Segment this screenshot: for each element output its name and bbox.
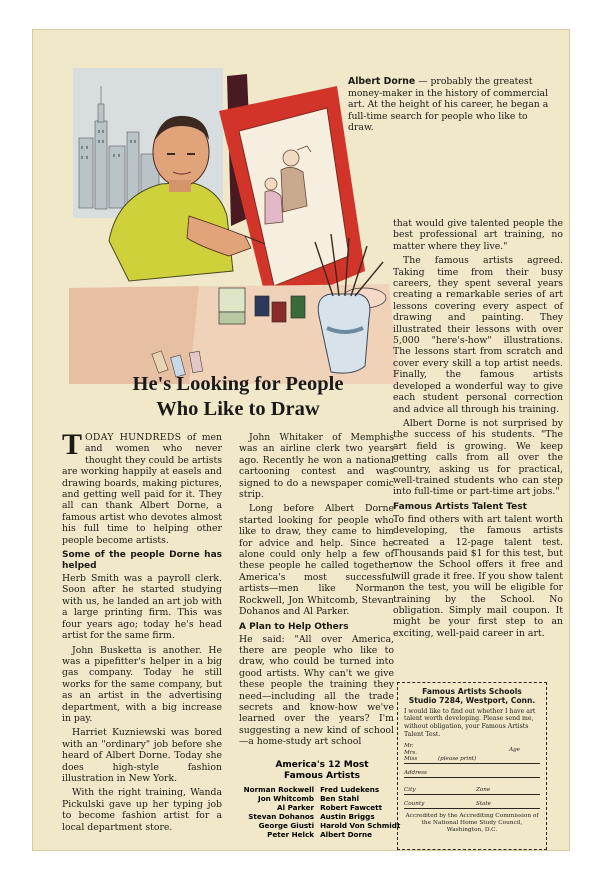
caption-text: — probably the greatest money-maker in the history of commercial art. At the height of his career, he began a full-time search for people who like to draw. bbox=[348, 76, 549, 134]
print-hint: (please print) bbox=[438, 756, 477, 763]
paragraph: Albert Dorne is not surprised by the success of his students. "The art field is growing. We keep getting calls from all over the country, asking us for practical, well-trained students who can step into full-time or part-time art jobs." bbox=[393, 417, 563, 498]
mr-label: Mr. bbox=[404, 743, 414, 750]
article-column-1 bbox=[62, 428, 222, 836]
artist-name: Austin Briggs bbox=[320, 812, 375, 821]
state-label: State bbox=[476, 801, 491, 808]
miss-label: Miss bbox=[404, 756, 418, 763]
artist-name: Peter Helck bbox=[267, 830, 315, 839]
subhead-plan: A Plan to Help Others bbox=[239, 621, 349, 632]
paragraph: Herb Smith was a payroll clerk. Soon after he started studying with us, he landed an art job with a large printing firm. This was four years ago; today he's head artist for the same firm. bbox=[62, 573, 222, 642]
artist-name: Albert Dorne bbox=[320, 830, 373, 839]
artists-title-1: America's 12 Most bbox=[275, 760, 369, 770]
coupon-county-field[interactable] bbox=[404, 798, 540, 809]
address-label: Address bbox=[404, 770, 427, 777]
article-column-2 bbox=[239, 432, 394, 751]
artist-name: Fred Ludekens bbox=[320, 785, 380, 794]
age-label: Age bbox=[509, 747, 520, 754]
article-column-3 bbox=[393, 218, 563, 642]
paragraph: that would give talented people the best professional art training, no matter where they live." bbox=[393, 218, 563, 252]
artist-row bbox=[241, 794, 404, 803]
coupon-address: Studio 7284, Westport, Conn. bbox=[408, 696, 536, 706]
lead-caps: ODAY HUNDREDS bbox=[85, 432, 182, 443]
subhead-people-helped: Some of the people Dorne has helped bbox=[62, 550, 222, 572]
intro-paragraph bbox=[62, 428, 222, 546]
paragraph: John Busketta is another. He was a pipefitter's helper in a big gas company. Today he still works for the same company, but as an artist in the advertising department, with a big increase in pay. bbox=[62, 644, 222, 724]
paragraph: Long before Albert Dorne started looking for people who like to draw, they came to him for advice and help. Since he alone could only help a few of these people he called together America's most successful artists—men like Norman Rockwell, Jon Whitcomb, Stevan Dohanos and Al Parker. bbox=[239, 503, 394, 618]
artist-name: Harold Von Schmidt bbox=[320, 821, 401, 830]
headline bbox=[73, 372, 403, 422]
artist-name: Norman Rockwell bbox=[243, 785, 315, 794]
paragraph: To find others with art talent worth developing, the famous artists created a 12-page talent test. Thousands paid $1 for this test, but now the School offers it free and will grade it free. If you show talent on the test, you will be eligible for training by the School. No obligation. Simply mail coupon. It might be your first step to an exciting, well-paid career in art. bbox=[393, 513, 563, 639]
artist-row bbox=[241, 803, 404, 812]
drop-cap: T bbox=[62, 428, 83, 461]
subhead-talent-test: Famous Artists Talent Test bbox=[393, 501, 527, 512]
paragraph: John Whitaker of Memphis was an airline clerk two years ago. Recently he won a national cartooning contest and was signed to do a newspaper comic strip. bbox=[239, 432, 394, 501]
headline-line-1: He's Looking for People bbox=[132, 373, 344, 395]
artists-title-2: Famous Artists bbox=[284, 771, 360, 781]
artist-name: Stevan Dohanos bbox=[248, 812, 315, 821]
paragraph: The famous artists agreed. Taking time from their busy careers, they spent several years creating a remarkable series of art lessons covering every aspect of drawing and painting. They illustrated their lessons with over 5,000 "here's-how" illustrations. The lessons start from scratch and cover every skill a top artist needs. Finally, the famous artists developed a wonderful way to give each student personal correction and advice all through his training. bbox=[393, 255, 563, 415]
coupon-fields bbox=[404, 741, 540, 809]
illustration-caption bbox=[348, 76, 553, 134]
coupon-school-name: Famous Artists Schools bbox=[422, 687, 522, 696]
caption-name: Albert Dorne bbox=[348, 76, 416, 87]
coupon-name-field[interactable] bbox=[404, 741, 540, 764]
artist-row bbox=[241, 830, 404, 839]
coupon-body: I would like to find out whether I have art talent worth developing. Please send me, without obligation, your Famous Artists Talent Test. bbox=[404, 707, 536, 738]
headline-line-2: Who Like to Draw bbox=[156, 398, 320, 420]
coupon-city-field[interactable] bbox=[404, 784, 540, 795]
county-label: County bbox=[404, 801, 425, 808]
coupon-address-field[interactable] bbox=[404, 767, 540, 778]
artist-row bbox=[241, 785, 404, 794]
paragraph: He said: "All over America, there are people who like to draw, who could be turned into good artists. Why can't we give these people the training they need—including all the trade secrets and know-how we've learned over the years? I'm suggesting a new kind of school—a home-study art school bbox=[239, 633, 394, 748]
magazine-page bbox=[33, 30, 569, 850]
artist-row bbox=[241, 821, 404, 830]
mrs-label: Mrs. bbox=[404, 750, 418, 757]
artists-table bbox=[241, 785, 404, 839]
artist-row bbox=[241, 812, 404, 821]
famous-artists-box bbox=[232, 760, 412, 839]
zone-label: Zone bbox=[476, 787, 491, 794]
city-label: City bbox=[404, 787, 416, 794]
intro-text: of men and women who never thought they could be artists are working happily at easels and drawing boards, making pictures, and getting well paid for it. They all can thank Albert Dorne, a famous artist who devotes almost his full time to helping other people become artists. bbox=[62, 432, 222, 546]
paragraph: With the right training, Wanda Pickulski gave up her typing job to become fashion artist for a local department store. bbox=[62, 787, 222, 833]
artist-name: Al Parker bbox=[277, 803, 315, 812]
paragraph: Harriet Kuzniewski was bored with an "ordinary" job before she heard of Albert Dorne. Today she does high-style fashion illustration in New York. bbox=[62, 727, 222, 784]
artist-name: George Giusti bbox=[258, 821, 315, 830]
coupon-accreditation: Accredited by the Accrediting Commission of the National Home Study Council, Washington, D.C. bbox=[405, 813, 539, 834]
mail-coupon[interactable] bbox=[397, 682, 547, 850]
artist-name: Robert Fawcett bbox=[320, 803, 383, 812]
artist-name: Jon Whitcomb bbox=[258, 794, 315, 803]
artist-name: Ben Stahl bbox=[320, 794, 360, 803]
